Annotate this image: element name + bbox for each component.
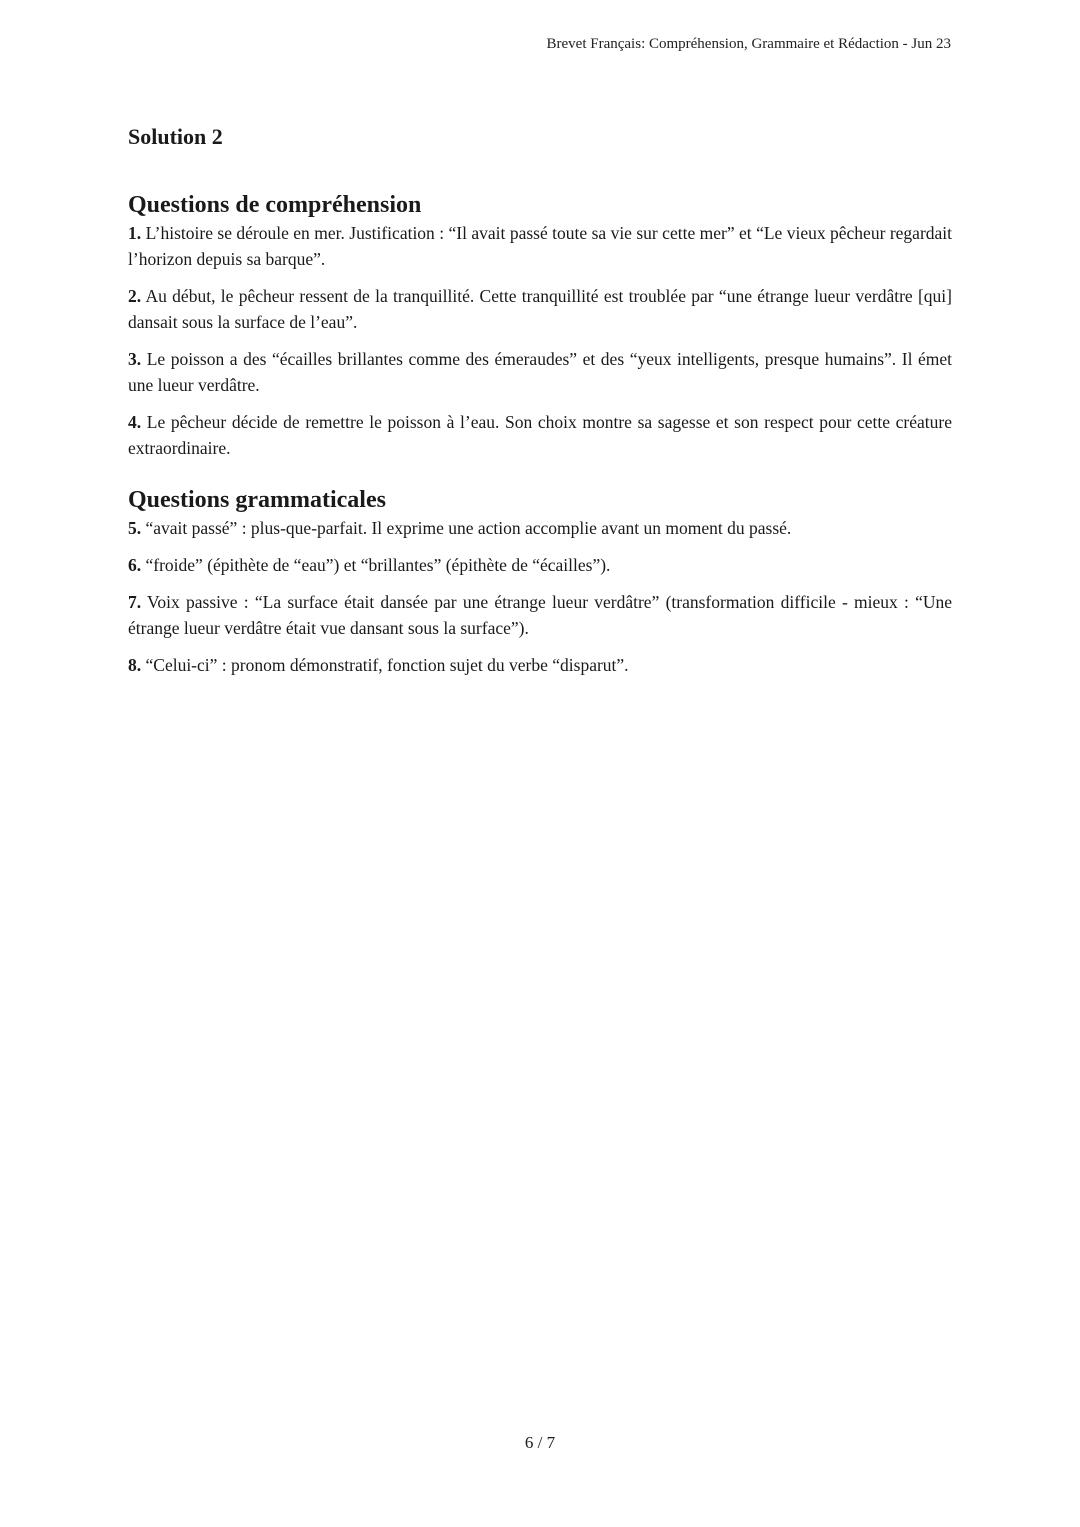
answer-text: Le poisson a des “écailles brillantes comme des émeraudes” et des “yeux intelligents, presque humains”. Il émet une lueur verdâtre. (128, 349, 953, 395)
answer-text: “froide” (épithète de “eau”) et “brillantes” (épithète de “écailles”). (145, 555, 611, 575)
answer-number: 8. (128, 655, 142, 675)
answer-text: L’histoire se déroule en mer. Justification : “Il avait passé toute sa vie sur cette mer” et “Le vieux pêcheur regardait l’horizon depuis sa barque”. (128, 223, 953, 269)
answer-text: “avait passé” : plus-que-parfait. Il exprime une action accomplie avant un moment du passé. (145, 518, 792, 538)
answer-item (128, 220, 952, 272)
answer-number: 7. (128, 592, 142, 612)
answer-text: “Celui-ci” : pronom démonstratif, fonction sujet du verbe “disparut”. (145, 655, 629, 675)
answer-item (128, 589, 952, 641)
section-title-grammar: Questions grammaticales (128, 487, 386, 513)
answer-number: 6. (128, 555, 142, 575)
answer-item (128, 409, 952, 461)
section-title-comprehension: Questions de compréhension (128, 192, 422, 218)
answer-item (128, 552, 952, 578)
answer-item (128, 515, 952, 541)
answer-number: 1. (128, 223, 142, 243)
answer-text: Le pêcheur décide de remettre le poisson à l’eau. Son choix montre sa sagesse et son respect pour cette créature extraordinaire. (128, 412, 953, 458)
page-number: 6 / 7 (524, 1433, 556, 1452)
document-body (128, 122, 952, 689)
answer-number: 2. (128, 286, 142, 306)
answer-item (128, 283, 952, 335)
answer-item (128, 346, 952, 398)
running-header: Brevet Français: Compréhension, Grammaire et Rédaction - Jun 23 (546, 36, 951, 52)
solution-title: Solution 2 (128, 124, 223, 149)
answer-number: 3. (128, 349, 142, 369)
answer-item (128, 652, 952, 678)
answer-number: 5. (128, 518, 142, 538)
answer-text: Voix passive : “La surface était dansée par une étrange lueur verdâtre” (transformation difficile - mieux : “Une étrange lueur verdâtre était vue dansant sous la surface”). (128, 592, 952, 638)
answer-text: Au début, le pêcheur ressent de la tranquillité. Cette tranquillité est troublée par “une étrange lueur verdâtre [qui] dansait sous la surface de l’eau”. (128, 286, 952, 332)
answer-number: 4. (128, 412, 142, 432)
